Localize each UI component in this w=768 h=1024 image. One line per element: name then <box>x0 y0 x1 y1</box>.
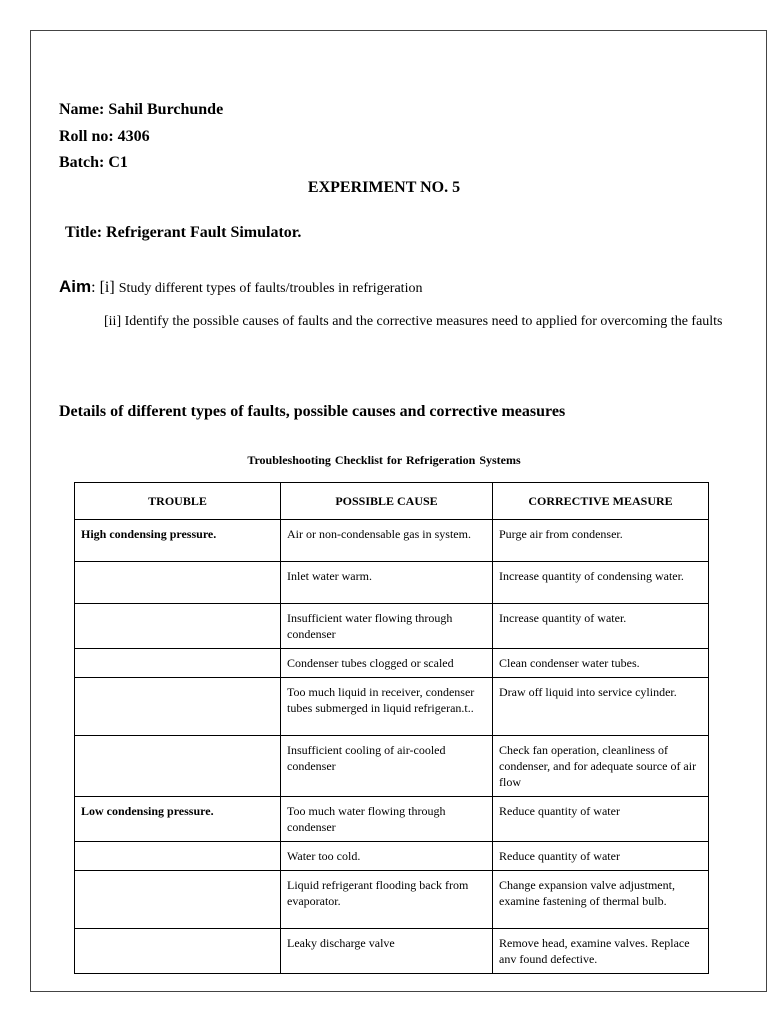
trouble-cell <box>75 562 281 604</box>
cause-cell: Too much water flowing through condenser <box>281 797 493 842</box>
cause-cell: Inlet water warm. <box>281 562 493 604</box>
experiment-number: EXPERIMENT NO. 5 <box>307 179 461 196</box>
aim-colon: : <box>91 279 96 296</box>
aim-line-1 <box>59 277 422 297</box>
table-row <box>75 678 709 736</box>
measure-cell: Remove head, examine valves. Replace anv found defective. <box>493 929 709 974</box>
trouble-cell: High condensing pressure. <box>75 520 281 562</box>
trouble-cell <box>75 842 281 871</box>
batch: Batch: C1 <box>59 154 128 171</box>
trouble-cell <box>75 678 281 736</box>
measure-cell: Clean condenser water tubes. <box>493 649 709 678</box>
header-possible-cause: POSSIBLE CAUSE <box>281 483 493 520</box>
measure-cell: Check fan operation, cleanliness of condenser, and for adequate source of air flow <box>493 736 709 797</box>
table-row <box>75 649 709 678</box>
table-header-row <box>75 483 709 520</box>
measure-cell: Purge air from condenser. <box>493 520 709 562</box>
table-row <box>75 842 709 871</box>
troubleshooting-table <box>74 482 709 974</box>
cause-cell: Liquid refrigerant flooding back from evaporator. <box>281 871 493 929</box>
trouble-cell <box>75 604 281 649</box>
aim-item1-text: Study different types of faults/troubles in refrigeration <box>118 281 423 296</box>
table-row <box>75 797 709 842</box>
cause-cell: Too much liquid in receiver, condenser tubes submerged in liquid refrigeran.t.. <box>281 678 493 736</box>
measure-cell: Draw off liquid into service cylinder. <box>493 678 709 736</box>
aim-item1-number: [i] <box>99 279 115 296</box>
trouble-cell <box>75 929 281 974</box>
table-row <box>75 520 709 562</box>
experiment-title: Title: Refrigerant Fault Simulator. <box>65 224 302 241</box>
student-name: Name: Sahil Burchunde <box>59 101 224 118</box>
measure-cell: Change expansion valve adjustment, examine fastening of thermal bulb. <box>493 871 709 929</box>
measure-cell: Reduce quantity of water <box>493 797 709 842</box>
measure-cell: Reduce quantity of water <box>493 842 709 871</box>
table-row <box>75 604 709 649</box>
trouble-cell <box>75 871 281 929</box>
table-caption: Troubleshooting Checklist for Refrigeration Systems <box>247 453 521 467</box>
cause-cell: Insufficient cooling of air-cooled condenser <box>281 736 493 797</box>
table-row <box>75 736 709 797</box>
table-row <box>75 929 709 974</box>
cause-cell: Condenser tubes clogged or scaled <box>281 649 493 678</box>
cause-cell: Air or non-condensable gas in system. <box>281 520 493 562</box>
table-row <box>75 871 709 929</box>
trouble-cell <box>75 649 281 678</box>
aim-item2: [ii] Identify the possible causes of faults and the corrective measures need to applied for overcoming the faults <box>104 314 723 329</box>
section-heading: Details of different types of faults, possible causes and corrective measures <box>59 403 566 420</box>
aim-label: Aim <box>59 277 92 296</box>
measure-cell: Increase quantity of water. <box>493 604 709 649</box>
roll-number: Roll no: 4306 <box>59 128 150 145</box>
cause-cell: Insufficient water flowing through condenser <box>281 604 493 649</box>
cause-cell: Leaky discharge valve <box>281 929 493 974</box>
table-row <box>75 562 709 604</box>
measure-cell: Increase quantity of condensing water. <box>493 562 709 604</box>
cause-cell: Water too cold. <box>281 842 493 871</box>
header-corrective-measure: CORRECTIVE MEASURE <box>493 483 709 520</box>
header-trouble: TROUBLE <box>75 483 281 520</box>
trouble-cell <box>75 736 281 797</box>
trouble-cell: Low condensing pressure. <box>75 797 281 842</box>
